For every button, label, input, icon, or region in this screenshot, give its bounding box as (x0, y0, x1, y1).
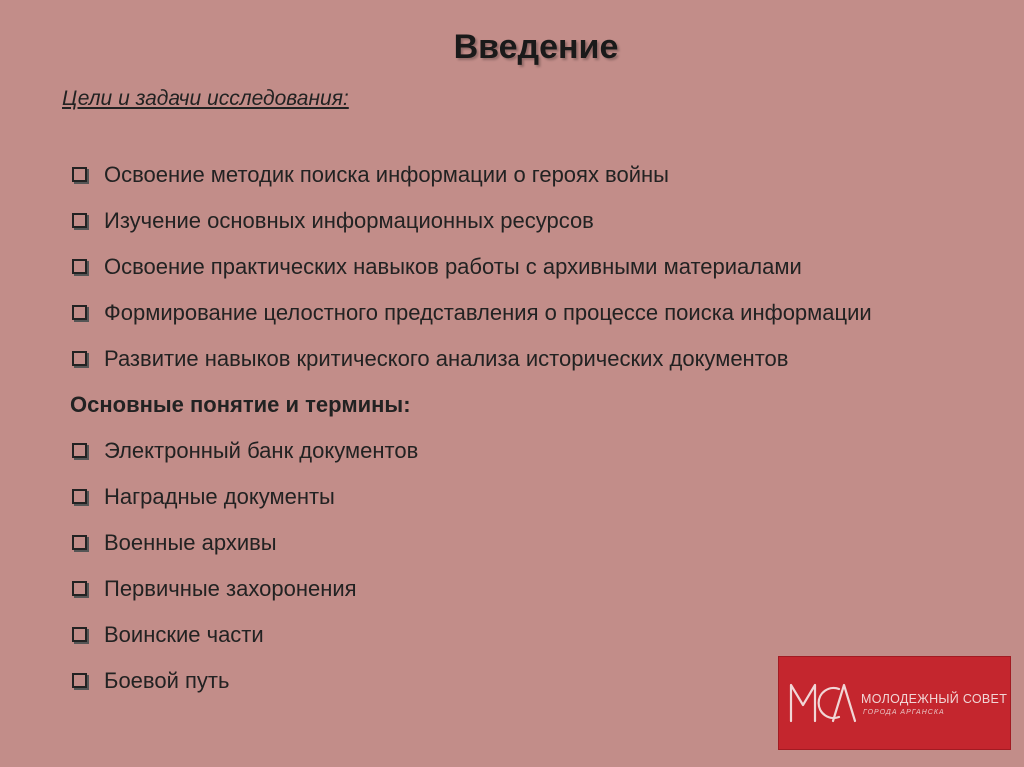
checkbox-bullet-icon (72, 673, 87, 688)
list-item (70, 612, 987, 658)
list-item-text: Наградные документы (104, 484, 335, 509)
list-item-text: Освоение практических навыков работы с архивными материалами (104, 254, 802, 279)
list-item (70, 428, 987, 474)
list-item (70, 336, 987, 382)
list-item-text: Электронный банк документов (104, 438, 419, 463)
list-item (70, 152, 987, 198)
list-item-text: Первичные захоронения (104, 576, 357, 601)
checkbox-bullet-icon (72, 443, 87, 458)
checkbox-bullet-icon (72, 627, 87, 642)
list-item (70, 244, 987, 290)
list-item (70, 290, 987, 336)
list-item-text: Воинские части (104, 622, 264, 647)
checkbox-bullet-icon (72, 535, 87, 550)
list-item (70, 198, 987, 244)
checkbox-bullet-icon (72, 305, 87, 320)
slide-title: Введение (453, 28, 619, 66)
logo-name: МОЛОДЕЖНЫЙ СОВЕТ (861, 692, 1008, 706)
logo-mark-icon (787, 679, 859, 725)
terms-heading: Основные понятие и термины: (70, 392, 411, 417)
list-item-text: Боевой путь (104, 668, 230, 693)
list-item (70, 566, 987, 612)
logo (779, 657, 1010, 749)
logo-subtitle: ГОРОДА АРГАНСКА (863, 709, 945, 716)
list-item (70, 520, 987, 566)
list-item-text: Военные архивы (104, 530, 277, 555)
slide-subtitle: Цели и задачи исследования: (62, 87, 349, 110)
checkbox-bullet-icon (72, 213, 87, 228)
checkbox-bullet-icon (72, 259, 87, 274)
checkbox-bullet-icon (72, 489, 87, 504)
list-item-text: Освоение методик поиска информации о героях войны (104, 162, 669, 187)
list-item-text: Развитие навыков критического анализа исторических документов (104, 346, 789, 371)
checkbox-bullet-icon (72, 351, 87, 366)
checkbox-bullet-icon (72, 167, 87, 182)
content-list (70, 152, 987, 704)
checkbox-bullet-icon (72, 581, 87, 596)
list-item-text: Изучение основных информационных ресурсов (104, 208, 594, 233)
list-item-text: Формирование целостного представления о процессе поиска информации (104, 300, 872, 325)
list-item (70, 474, 987, 520)
